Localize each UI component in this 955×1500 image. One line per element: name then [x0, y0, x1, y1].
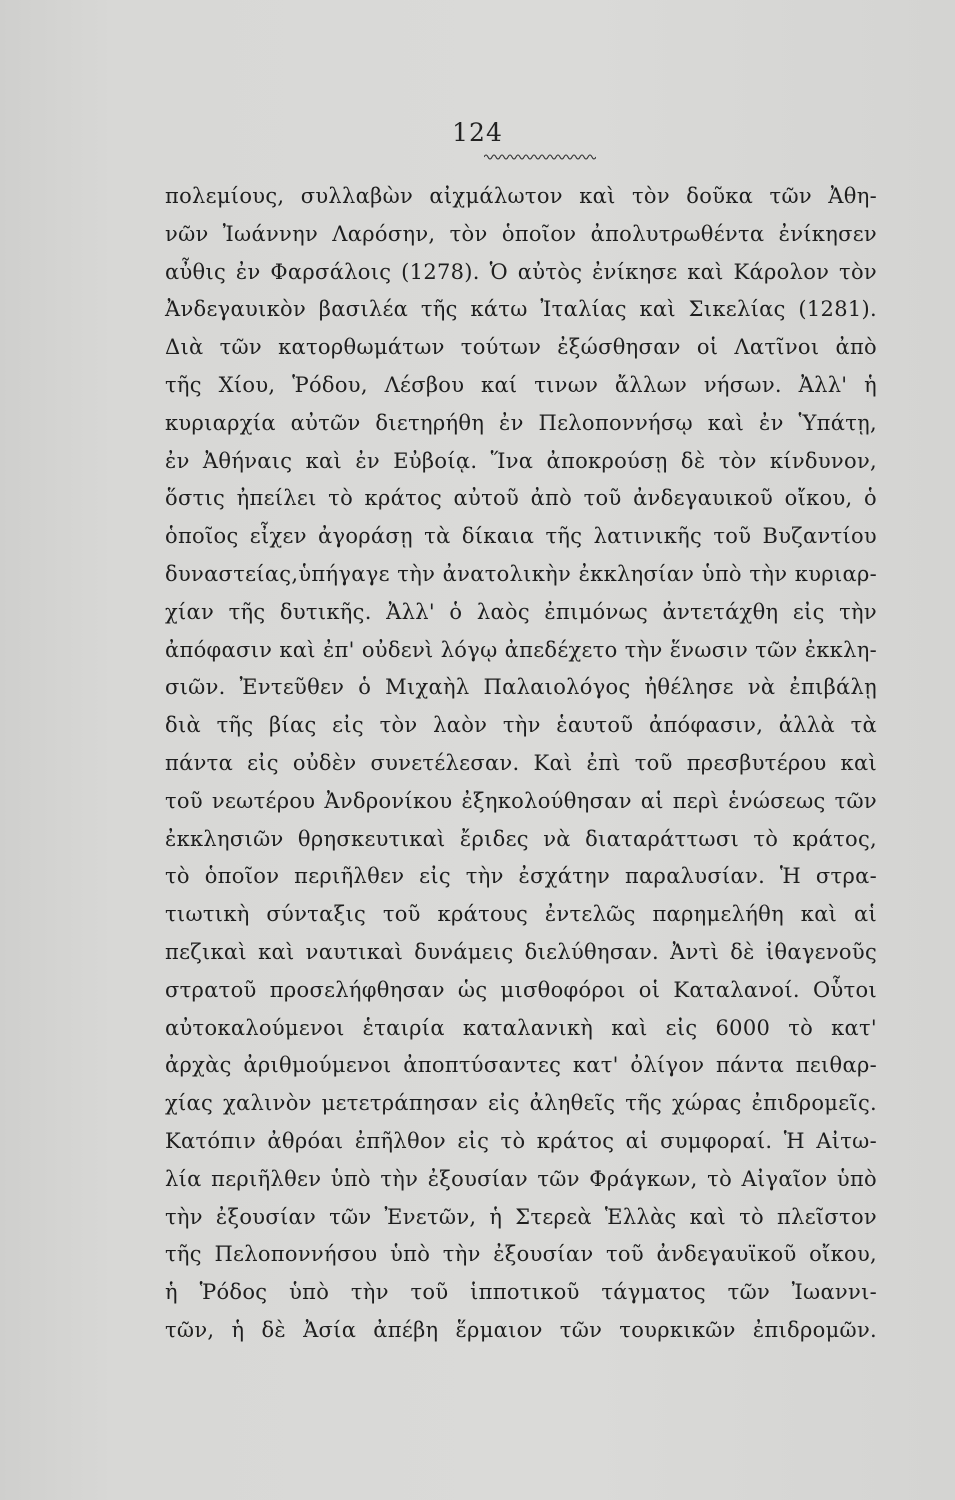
text-line: δυναστείας,ὑπήγαγε τὴν ἀνατολικὴν ἐκκλησίαν ὑπὸ τὴν κυριαρ- [165, 561, 877, 586]
text-line: κυριαρχία αὐτῶν διετηρήθη ἐν Πελοποννήσῳ καὶ ἐν Ὑπάτῃ, [165, 410, 877, 435]
text-line: τῆς Πελοποννήσου ὑπὸ τὴν ἐξουσίαν τοῦ ἀνδεγαυϊκοῦ οἴκου, [165, 1242, 877, 1267]
text-line: Κατόπιν ἀθρόαι ἐπῆλθον εἰς τὸ κράτος αἱ συμφοραί. Ἡ Αἰτω- [165, 1128, 877, 1153]
text-line: χίας χαλινὸν μετετράπησαν εἰς ἀληθεῖς τῆς χώρας ἐπιδρομεῖς. [165, 1091, 877, 1116]
text-line: ἀρχὰς ἀριθμούμενοι ἀποπτύσαντες κατ' ὀλίγον πάντα πειθαρ- [165, 1053, 877, 1078]
text-line: αὐτοκαλούμενοι ἑταιρία καταλανικὴ καὶ εἰς 6000 τὸ κατ' [165, 1015, 877, 1040]
text-line: τῆς Χίου, Ῥόδου, Λέσβου καί τινων ἄλλων νήσων. Ἀλλ' ἡ [165, 372, 877, 397]
text-line: λία περιῆλθεν ὑπὸ τὴν ἐξουσίαν τῶν Φράγκων, τὸ Αἰγαῖον ὑπὸ [165, 1166, 877, 1191]
text-line: τοῦ νεωτέρου Ἀνδρονίκου ἐξηκολούθησαν αἱ περὶ ἑνώσεως τῶν [165, 788, 877, 813]
text-line: νῶν Ἰωάννην Λαρόσην, τὸν ὁποῖον ἀπολυτρωθέντα ἐνίκησεν [165, 221, 877, 246]
text-line: διὰ τῆς βίας εἰς τὸν λαὸν τὴν ἑαυτοῦ ἀπόφασιν, ἀλλὰ τὰ [165, 713, 877, 738]
text-line: Διὰ τῶν κατορθωμάτων τούτων ἐξώσθησαν οἱ Λατῖνοι ἀπὸ [165, 335, 877, 360]
text-line: στρατοῦ προσελήφθησαν ὡς μισθοφόροι οἱ Καταλανοί. Οὗτοι [165, 977, 877, 1002]
text-line: τιωτικὴ σύνταξις τοῦ κράτους ἐντελῶς παρημελήθη καὶ αἱ [165, 902, 877, 927]
text-line: πεζικαὶ καὶ ναυτικαὶ δυνάμεις διελύθησαν. Ἀντὶ δὲ ἰθαγενοῦς [165, 939, 877, 964]
text-line: χίαν τῆς δυτικῆς. Ἀλλ' ὁ λαὸς ἐπιμόνως ἀντετάχθη εἰς τὴν [165, 599, 877, 624]
text-line: πάντα εἰς οὐδὲν συνετέλεσαν. Καὶ ἐπὶ τοῦ πρεσβυτέρου καὶ [165, 750, 877, 775]
text-line: σιῶν. Ἐντεῦθεν ὁ Μιχαὴλ Παλαιολόγος ἠθέλησε νὰ ἐπιβάλῃ [165, 675, 877, 700]
text-line: πολεμίους, συλλαβὼν αἰχμάλωτον καὶ τὸν δοῦκα τῶν Ἀθη- [165, 184, 877, 208]
page-text [165, 178, 877, 1350]
text-line: ὅστις ἠπείλει τὸ κράτος αὐτοῦ ἀπὸ τοῦ ἀνδεγαυικοῦ οἴκου, ὁ [165, 486, 877, 511]
text-line: τὴν ἐξουσίαν τῶν Ἐνετῶν, ἡ Στερεὰ Ἑλλὰς καὶ τὸ πλεῖστον [165, 1204, 877, 1229]
text-line: ὁποῖος εἶχεν ἀγοράσῃ τὰ δίκαια τῆς λατινικῆς τοῦ Βυζαντίου [165, 524, 877, 549]
text-line: ἐκκλησιῶν θρησκευτικαὶ ἔριδες νὰ διαταράττωσι τὸ κράτος, [165, 826, 877, 851]
text-line: ἀπόφασιν καὶ ἐπ' οὐδενὶ λόγῳ ἀπεδέχετο τὴν ἕνωσιν τῶν ἐκκλη- [165, 637, 877, 662]
text-line: Ἀνδεγαυικὸν βασιλέα τῆς κάτω Ἰταλίας καὶ Σικελίας (1281). [165, 297, 877, 322]
text-line: ἐν Ἀθήναις καὶ ἐν Εὐβοίᾳ. Ἵνα ἀποκρούσῃ δὲ τὸν κίνδυνον, [165, 448, 877, 473]
text-line: τῶν, ἡ δὲ Ἀσία ἀπέβη ἕρμαιον τῶν τουρκικῶν ἐπιδρομῶν. [165, 1317, 877, 1342]
text-line: αὖθις ἐν Φαρσάλοις (1278). Ὁ αὐτὸς ἐνίκησε καὶ Κάρολον τὸν [165, 259, 877, 284]
wavy-rule-ornament [484, 153, 596, 161]
text-line: τὸ ὁποῖον περιῆλθεν εἰς τὴν ἐσχάτην παραλυσίαν. Ἡ στρα- [165, 864, 877, 889]
text-line: ἡ Ῥόδος ὑπὸ τὴν τοῦ ἱπποτικοῦ τάγματος τῶν Ἰωαννι- [165, 1280, 877, 1305]
page-number: 124 [452, 118, 503, 147]
